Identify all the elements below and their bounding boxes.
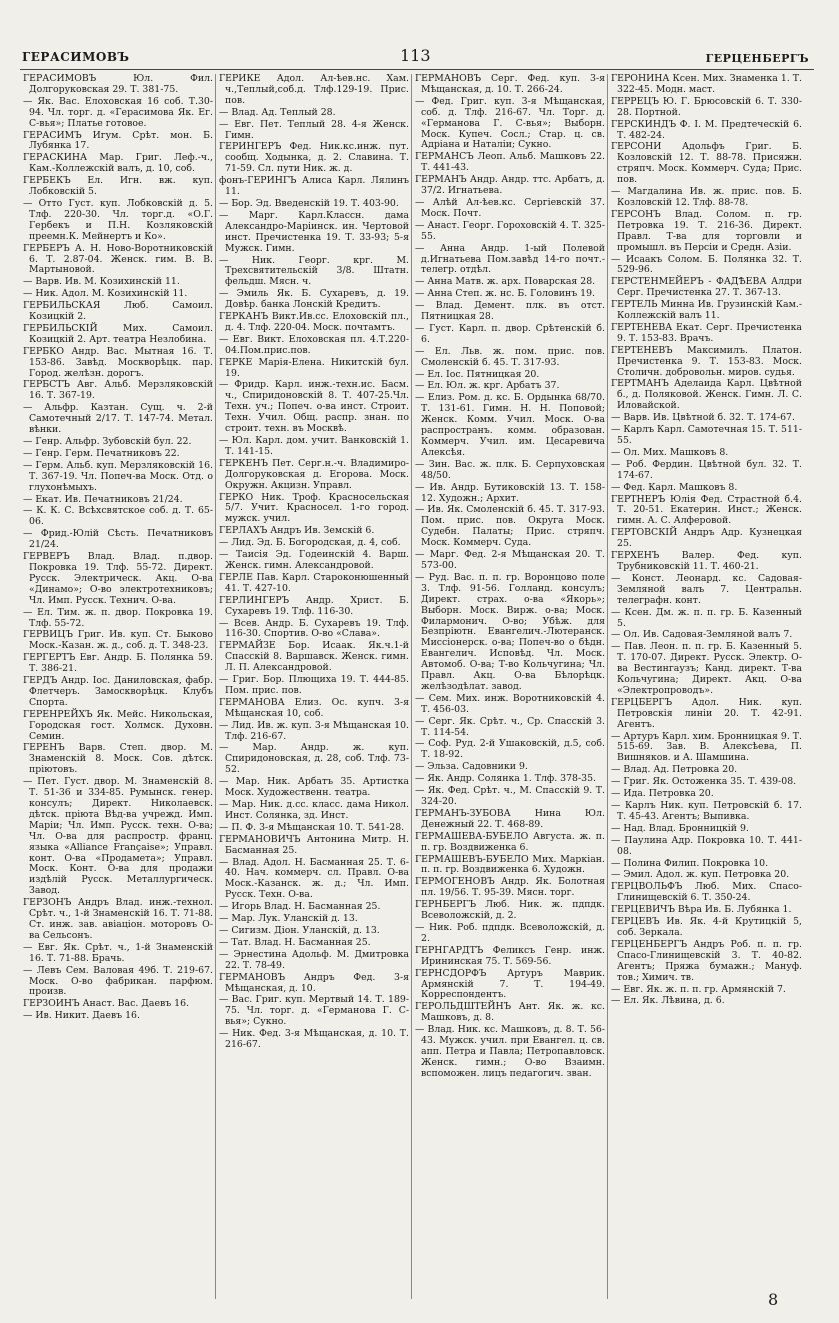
directory-entry: — Ив. Андр. Бутиковскій 13. Т. 158-12. Художн.; Архит. — [415, 481, 605, 504]
directory-entry: фонъ-ГЕРИНГЪ Алиса Карл. Лялинъ 11. — [219, 175, 409, 198]
directory-entry: ГЕРМАНЪ-ЗУБОВА Нина Юл. Денежный 22. Т. 468-89. — [415, 807, 605, 830]
directory-entry: ГЕРБЕКЪ Ел. Игн. вж. куп. Лобковскій 5. — [23, 175, 213, 198]
directory-entry: ГЕРСОНИ Адольфъ Григ. Б. Козловскій 12. Т. 88-78. Присяжн. стряпч. Моск. Коммерч. Суда; Прис. пов. — [611, 141, 802, 186]
directory-entry: — Левъ Сем. Валовая 49б. Т. 219-67. Моск. О-во фабрикан. парфюм. произв. — [23, 964, 213, 998]
directory-entry: — Ел. Тим. ж. п. двор. Покровка 19. Тлф. 55-72. — [23, 606, 213, 629]
directory-entry: ГЕРЛАХЪ Андръ Ив. Земскій 6. — [219, 525, 375, 537]
directory-entry: — Сем. Мих. инж. Воротниковскій 4. Т. 456-03. — [415, 692, 605, 715]
directory-columns — [20, 74, 816, 1299]
directory-entry: — Мар. Ник. Арбатъ 35. Артистка Моск. Художественн. театра. — [219, 776, 409, 799]
directory-entry: ГЕРТЕЛЬ Минна Ив. Грузинскій Кам.-Коллежскій валъ 11. — [611, 299, 802, 322]
directory-entry: ГЕРВЕРЪ Влад. Влад. п.двор. Покровка 19. Тлф. 55-72. Директ. Русск. Электрическ. Акц. О-ва «Динамо»; О-во электротехниковъ; Чл. Имп. Русск. Технич. О-ва. — [23, 551, 213, 606]
directory-entry: ГЕРЦЕВЪ Ив. Як. 4-й Крутицкій 5, соб. Зеркала. — [611, 916, 802, 938]
directory-entry: — Эрнестина Адольф. М. Дмитровка 22. Т. 78-49. — [219, 948, 409, 971]
directory-entry: — Анна Степ. ж. нс. Б. Головинъ 19. — [415, 288, 596, 300]
directory-entry: — Мар. Ник. д.сс. класс. дама Никол. Инст. Солянка, зд. Инст. — [219, 799, 409, 821]
column-4 — [608, 74, 804, 1299]
directory-entry: — Эмил. Адол. ж. куп. Петровка 20. — [611, 869, 790, 881]
running-head-right: ГЕРЦЕНБЕРГЪ — [705, 52, 809, 65]
directory-entry: — Ив. Як. Смоленскій б. 45. Т. 317-93. Пом. прис. пов. Округа Моск. Судебн. Палаты; Прис. стряпч. Моск. Коммерч. Суда. — [415, 504, 605, 549]
directory-entry: — Руд. Вас. п. п. гр. Воронцово поле 3. Тлф. 91-56. Голланд. консулъ; Директ. страх. о-ва «Якорь»; Выборн. Моск. Вирж. о-ва; Моск. Филармонич. О-во; Убѣж. для Безпріютн. Евангелич.-Лютеранск. Миссіонерск. о-ва; Попеч-во о бѣдн. Евангелич. Исповѣд. Чл. Моск. Автомоб. О-ва; Т-во Кольчугина; Чл. Правл. Акц. О-ва Бѣлорѣцк. желѣзодѣлат. завод. — [415, 571, 605, 692]
directory-entry: — Карлъ Ник. куп. Петровскій б. 17. Т. 45-43. Агентъ; Выпивка. — [611, 800, 802, 822]
directory-entry: — Анна Андр. 1-ый Полевой д.Игнатьева Пом.завѣд 14-го почт.-телегр. отдѣл. — [415, 242, 605, 276]
running-head-left: ГЕРАСИМОВЪ — [22, 50, 130, 64]
directory-entry: — Фридр. Карл. инж.-техн.ис. Басм. ч., Спиридоновскій 8. Т. 407-25.Чл. Техн. уч.; Попеч. о-ва инст. Строит. Техн. Учил. Общ. распр. знан. по строит. техн. въ Москвѣ. — [219, 379, 409, 435]
directory-entry: — Ксен. Дм. ж. п. п. гр. Б. Казенный 5. — [611, 606, 802, 629]
directory-entry: — Ник. Фед. 3-я Мѣщанская, д. 10. Т. 216-67. — [219, 1028, 409, 1051]
directory-entry: — Роб. Фердин. Цвѣтной бул. 32. Т. 174-67. — [611, 458, 802, 481]
directory-entry: — П. Ф. 3-я Мѣщанская 10. Т. 541-28. — [219, 821, 405, 833]
directory-entry: ГЕРИКЕ Адол. Ал-ѣев.нс. Хам. ч.,Теплый,соб.д. Тлф.129-19. Прис. пов. — [219, 74, 409, 106]
directory-entry: ГЕРБИЛЬСКАЯ Люб. Самоил. Козицкій 2. — [23, 300, 213, 323]
directory-entry: — Ив. Никит. Даевъ 16. — [23, 1010, 140, 1022]
directory-entry: — Ида. Петровка 20. — [611, 788, 714, 800]
directory-entry: — Таисія Эд. Годеинскій 4. Варш. Женск. гимн. Александровой. — [219, 549, 409, 571]
directory-entry: ГЕРТЕНЕВЪ Максимилъ. Платон. Пречистенка 9. Т. 153-83. Моск. Столичн. добровольн. миров. судья. — [611, 344, 802, 378]
directory-entry: ГЕРАСИМЪ Игум. Срѣт. мон. Б. Лубянка 17. — [23, 129, 213, 152]
directory-entry: — Исаакъ Солом. Б. Полянка 32. Т. 529-96. — [611, 253, 802, 276]
directory-entry: ГЕРЦЕНБЕРГЪ Андръ Роб. п. п. гр. Спасо-Глинищевскій 3. Т. 40-82. Агентъ; Пряжа бумажн.; Мануф. тов.; Химич. тв. — [611, 938, 802, 983]
directory-entry: — Влад. Ник. кс. Машковъ, д. 8. Т. 56-43. Мужск. учил. при Евангел. ц. св. апп. Петра и Павла; Петропавловск. Женск. гимн.; О-во Взаимн. вспоможен. лицъ педагогич. зван. — [415, 1024, 605, 1079]
directory-entry: ГЕРЦБЕРГЪ Адол. Ник. куп. Петровскія линіи 20. Т. 42-91. Агентъ. — [611, 696, 802, 730]
directory-entry: — Герм. Альб. куп. Мерзляковскій 16. Т. 367-19. Чл. Попеч-ва Моск. Отд. о глухонѣмыхъ. — [23, 459, 213, 493]
directory-entry: — Ник. Роб. пдпдк. Всеволожскій, д. 2. — [415, 921, 605, 944]
directory-entry: — Соф. Руд. 2-й Ушаковскій, д.5, соб. Т. 18-92. — [415, 738, 605, 761]
directory-entry: ГЕРБКО Андр. Вас. Мытная 16. Т. 153-86. Завѣд. Москворѣцк. пар. Город. желѣзн. дорогъ. — [23, 345, 213, 379]
directory-entry: — Григ. Як. Остоженка 35. Т. 439-08. — [611, 776, 797, 788]
directory-entry: ГЕРМАЙЗЕ Бор. Исаак. Як.ч.1-й Спасскій 8. Варшавск. Женск. гимн. Л. П. Александровой. — [219, 640, 409, 674]
directory-entry: — Фрид.-Юлій Сѣсть. Печатниковъ 21/24. — [23, 528, 213, 551]
directory-entry: — Анаст. Георг. Гороховскій 4. Т. 325-55. — [415, 219, 605, 242]
directory-entry: — Влад. Ад. Петровка 20. — [611, 764, 738, 776]
column-1 — [20, 74, 216, 1299]
directory-entry: — Варв. Ив. Цвѣтной б. 32. Т. 174-67. — [611, 412, 795, 424]
directory-entry: — Влад. Адол. Н. Басманная 25. Т. 6-40. Нач. коммерч. сл. Правл. О-ва Моск.-Казанск. ж. д.; Чл. Имп. Русск. Техн. О-ва. — [219, 856, 409, 901]
header-rule — [20, 69, 814, 70]
page-header — [0, 46, 839, 70]
directory-entry: ГЕРСКИНДЪ Ф. І. М. Предтеческій 6. Т. 482-24. — [611, 118, 802, 141]
directory-entry: — Отто Густ. куп. Лобковскій д. 5. Тлф. 220-30. Чл. торг.д. «О.Г. Гербекъ и П.Н. Козляковскій преемн.К. Мейнертъ и Ко». — [23, 197, 213, 242]
directory-entry: ГЕРМАШЕВЪ-БУБЕЛО Мих. Маркіан. п. п. гр. Воздвиженка 6. Художн. — [415, 853, 605, 876]
directory-entry: ГЕРРЕЦЪ Ю. Г. Брюсовскій 6. Т. 330-28. Портной. — [611, 95, 802, 118]
column-3 — [412, 74, 608, 1299]
directory-entry: — Лид. Ив. ж. куп. 3-я Мѣщанская 10. Тлф. 216-67. — [219, 719, 409, 742]
directory-entry: ГЕРГЕРТЪ Евг. Андр. Б. Полянка 59. Т. 386-21. — [23, 652, 213, 675]
directory-entry: — Ел. Юл. ж. крг. Арбатъ 37. — [415, 380, 560, 392]
directory-entry: — Генр. Герм. Печатниковъ 22. — [23, 447, 180, 459]
directory-entry: ГЕРТМАНЪ Аделаида Карл. Цвѣтной б., д. Поляковой. Женск. Гимн. Л. С. Иловайской. — [611, 378, 802, 412]
directory-entry: ГЕРЦЕВИЧЪ Вѣра Ив. Б. Лубянка 1. — [611, 904, 792, 916]
directory-entry: ГЕРЗОИНЪ Анаст. Вас. Даевъ 16. — [23, 998, 190, 1010]
directory-entry: — Серг. Як. Срѣт. ч., Ср. Спасскій 3. Т. 114-54. — [415, 715, 605, 738]
footer-mark: 8 — [768, 1290, 779, 1309]
directory-entry: — Евг. Пет. Теплый 28. 4-я Женск. Гимн. — [219, 118, 409, 141]
directory-entry: ГЕРТОВСКІЙ Андръ Адр. Кузнецкая 25. — [611, 527, 802, 550]
directory-entry: ГЕРЕНЪ Варв. Степ. двор. М. Знаменскій 8. Моск. Сов. дѣтск. пріютовъ. — [23, 742, 213, 776]
directory-entry: ГЕРБЕРЪ А. Н. Ново-Воротниковскій 6. Т. 2.87-04. Женск. гим. В. В. Мартыновой. — [23, 242, 213, 276]
directory-entry: ГЕРСОНЪ Влад. Солом. п. гр. Петровка 19. Т. 216-36. Директ. Правл. Т-ва для торговли и промышл. въ Персіи и Средн. Азіи. — [611, 208, 802, 253]
directory-entry: — Вас. Григ. куп. Мертвый 14. Т. 189-75. Чл. торг. д. «Германова Г. С-вья»; Сукно. — [219, 994, 409, 1028]
directory-entry: ГЕРЛИНГЕРЪ Андр. Христ. Б. Сухаревъ 19. Тлф. 116-30. — [219, 594, 409, 617]
directory-entry: — Эмиль Як. Б. Сухаревъ, д. 19. Довѣр. банка Лонскій Кредитъ. — [219, 288, 409, 311]
directory-entry: — Бор. Эд. Введенскій 19. Т. 403-90. — [219, 197, 399, 209]
directory-entry: — Варв. Ив. М. Козихинскій 11. — [23, 276, 180, 288]
directory-entry: — Марг. Карл.Классн. дама Александро-Маріинск. ин. Чертовой инст. Пречистенка 19. Т. 33-93; 5-я Мужск. Гимн. — [219, 209, 409, 254]
directory-entry: — Магдалина Ив. ж. прис. пов. Б. Козловскій 12. Тлф. 88-78. — [611, 186, 802, 208]
directory-entry: ГЕРМАНЪ Андр. Андр. ттс. Арбатъ, д. 37/2. Игнатьева. — [415, 174, 605, 197]
directory-entry: ГЕРОЛЬДШТЕЙНЪ Ант. Як. ж. кс. Машковъ, д. 8. — [415, 1001, 605, 1024]
directory-entry: ГЕРВИЦЪ Григ. Ив. куп. Ст. Быково Моск.-Казан. ж. д., соб. д. Т. 348-23. — [23, 629, 213, 652]
directory-entry: — Ник. Адол. М. Козихинскій 11. — [23, 288, 188, 300]
directory-entry: ГЕРОНИНА Ксен. Мих. Знаменка 1. Т. 322-45. Модн. маст. — [611, 74, 802, 95]
directory-entry: — Алѣй Ал-ѣев.кс. Сергіевскій 37. Моск. Почт. — [415, 196, 605, 219]
directory-entry: ГЕРЗОНЪ Андръ Влад. инж.-технол. Срѣт. ч., 1-й Знаменскій 16. Т. 71-88. Ст. инж. зав. авіаціон. моторовъ О-ва Сельсонъ. — [23, 897, 213, 941]
directory-entry: ГЕРМАНСЪ Леоп. Альб. Машковъ 22. Т. 441-43. — [415, 151, 605, 174]
directory-entry: ГЕРСТЕНМЕЙЕРЪ - ФАДѢЕВА Алдри Серг. Пречистенка 27. Т. 367-13. — [611, 276, 802, 299]
directory-entry: — Екат. Ив. Печатниковъ 21/24. — [23, 493, 183, 505]
directory-entry: — Елиз. Ром. д. кс. Б. Ордынка 68/70. Т. 131-61. Гимн. Н. Н. Поповой; Женск. Комм. Учил. Моск. О-ва распространъ. комм. образован. Коммерч. Учил. им. Цесаревича Алексѣя. — [415, 392, 605, 458]
directory-entry: — Эльза. Садовники 9. — [415, 761, 528, 773]
directory-entry: ГЕРМАНОВА Елиз. Ос. купч. 3-я Мѣщанская 10, соб. — [219, 696, 409, 719]
directory-entry: — Генр. Альфр. Зубовскій бул. 22. — [23, 436, 192, 447]
directory-entry: — Сигизм. Діон. Уланскій, д. 13. — [219, 924, 380, 936]
directory-entry: — Евг. Як. ж. п. п. гр. Армянскій 7. — [611, 983, 786, 995]
directory-entry: — Ел. Іос. Пятницкая 20. — [415, 368, 540, 380]
directory-entry: — К. К. С. Всѣхсвятское соб. д. Т. 65-06. — [23, 505, 213, 528]
directory-entry: ГЕРИНГЕРЪ Фед. Ник.кс.инж. пут. сообщ. Ходынка, д. 2. Славина. Т. 71-59. Сл. пути Ник. ж. д. — [219, 141, 409, 175]
directory-entry: — Юл. Карл. дом. учит. Ванковскій 1. Т. 141-15. — [219, 435, 409, 457]
directory-entry: — Всев. Андр. Б. Сухаревъ 19. Тлф. 116-30. Спортив. О-во «Слава». — [219, 617, 409, 640]
directory-entry: ГЕРМАНОВЪ Серг. Фед. куп. 3-я Мѣщанская, д. 10. Т. 266-24. — [415, 74, 605, 95]
directory-entry: ГЕРАСИМОВЪ Юл. Фил. Долгоруковская 29. Т. 381-75. — [23, 74, 213, 95]
directory-entry: — Фед. Карл. Машковъ 8. — [611, 481, 738, 493]
directory-entry: ГЕРБСТЪ Авг. Альб. Мерзляковскій 16. Т. 367-19. — [23, 379, 213, 402]
directory-entry: — Мар. Лук. Уланскій д. 13. — [219, 913, 358, 925]
directory-entry: ГЕРЛЕ Пав. Карл. Староконюшенный 41. Т. 427-10. — [219, 571, 409, 594]
directory-entry: — Григ. Бор. Плющиха 19. Т. 444-85. Пом. прис. пов. — [219, 674, 409, 696]
directory-entry: — Мар. Андр. ж. куп. Спиридоновская, д. 28, соб. Тлф. 73-52. — [219, 742, 409, 776]
directory-entry: ГЕРКАНЪ Викт.Ив.сс. Елоховскій пл., д. 4. Тлф. 220-04. Моск. почтамтъ. — [219, 311, 409, 333]
directory-entry: ГЕРКО Ник. Троф. Красносельская 5/7. Учит. Красносел. 1-го город. мужск. учил. — [219, 491, 409, 525]
directory-entry: — Анна Матв. ж. арх. Поварская 28. — [415, 276, 596, 288]
directory-entry: — Карлъ Карл. Самотечная 15. Т. 511-55. — [611, 424, 802, 446]
directory-entry: — Паулина Адр. Покровка 10. Т. 441-08. — [611, 834, 802, 857]
directory-entry: — Конст. Леонард. кс. Садовая-Земляной валъ 7. Центральн. телеграфн. конт. — [611, 572, 802, 606]
directory-entry: ГЕРМАШЕВА-БУБЕЛО Августа. ж. п. п. гр. Воздвиженка 6. — [415, 830, 605, 853]
directory-entry: — Полина Филип. Покровка 10. — [611, 857, 769, 869]
page-number: 113 — [400, 46, 431, 65]
directory-entry: — Влад. Демент. плк. въ отст. Пятницкая 28. — [415, 300, 605, 323]
directory-entry: — Артуръ Карл. хим. Бронницкая 9. Т. 515-69. Зав. В. Алексѣева, П. Вишняков. и А. Шамшина. — [611, 730, 802, 764]
directory-entry: — Марг. Фед. 2-я Мѣщанская 20. Т. 573-00. — [415, 549, 605, 571]
directory-entry: — Пет. Густ. двор. М. Знаменскій 8. Т. 51-36 и 334-85. Румынск. генер. консулъ; Директ. Николаевск. дѣтск. пріюта Вѣд-ва учрежд. Имп. Маріи; Чл. Имп. Русск. техн. О-ва; Чл. О-ва для распростр. франц. языка «Alliance Française»; Управл. конт. О-ва «Продамета»; Управл. Моск. Конт. О-ва для продажи издѣлій Русск. Металлургическ. Завод. — [23, 776, 213, 897]
directory-entry: ГЕРБИЛЬСКІЙ Мих. Самоил. Козицкій 2. Арт. театра Незлобина. — [23, 322, 213, 345]
directory-entry: — Альфр. Казтан. Сущ. ч. 2-й Самотечный 2/17. Т. 147-74. Метал. вѣнки. — [23, 402, 213, 436]
directory-entry: ГЕРЦВОЛЬФЪ Люб. Мих. Спасо-Глинищевскій 6. Т. 350-24. — [611, 881, 802, 904]
directory-entry: — Над. Влад. Бронницкій 9. — [611, 822, 749, 834]
directory-entry: — Игорь Влад. Н. Басманная 25. — [219, 901, 381, 913]
directory-entry: — Влад. Ад. Теплый 28. — [219, 106, 336, 118]
directory-entry: ГЕРМОГЕНОВЪ Андр. Як. Болотная пл. 19/56. Т. 95-39. Мясн. торг. — [415, 876, 605, 899]
directory-entry: — Ел. Як. Лѣвина, д. 6. — [611, 995, 725, 1007]
directory-entry: — Тат. Влад. Н. Басманная 25. — [219, 936, 371, 948]
directory-entry: — Ел. Льв. ж. пом. прис. пов. Смоленскій б. 45. Т. 317-93. — [415, 345, 605, 368]
directory-entry: — Ник. Георг. крг. М. Трехсвятительскій 3/8. Штатн. фельдш. Мясн. ч. — [219, 254, 409, 288]
directory-entry: — Лид. Эд. Б. Богородская, д. 4, соб. — [219, 537, 401, 549]
directory-entry: ГЕРНБЕРГЪ Люб. Ник. ж. пдпдк. Всеволожскій, д. 2. — [415, 899, 605, 922]
directory-entry: — Пав. Леон. п. п. гр. Б. Казенный 5. Т. 170-07. Директ. Русск. Электр. О-ва Вестингаузъ; Канд. директ. Т-ва Кольчугина; Директ. Акц. О-ва «Электропроводъ». — [611, 641, 802, 696]
directory-entry: — Фед. Григ. куп. 3-я Мѣщанская, соб. д. Тлф. 216-67. Чл. Торг. д. «Германова Г. С-вья»; Выборн. Моск. Купеч. Сосл.; Стар. ц. св. Адріана и Наталіи; Сукно. — [415, 95, 605, 151]
directory-entry: — Як. Андр. Солянка 1. Тлф. 378-35. — [415, 773, 596, 785]
directory-entry: ГЕРКЕНЪ Пет. Серг.н.-ч. Владимиро-Долгоруковская д. Егорова. Моск. Окружн. Акцизн. Управл. — [219, 457, 409, 491]
directory-entry: ГЕРНГАРДТЪ Феликсъ Генр. инж. Ирининская 75. Т. 569-56. — [415, 944, 605, 967]
directory-entry: ГЕРНСДОРФЪ Артуръ Маврик. Армянскій 7. Т. 194-49. Корреспондентъ. — [415, 967, 605, 1001]
directory-entry: ГЕРКЕ Марія-Елена. Никитскій бул. 19. — [219, 356, 409, 379]
directory-entry: ГЕРДЪ Андр. Іос. Даниловская, фабр. Флетчеръ. Замоскворѣцк. Клубъ Спорта. — [23, 675, 213, 708]
directory-entry: — Зин. Вас. ж. плк. Б. Серпуховская 48/50. — [415, 458, 605, 481]
directory-entry: ГЕРХЕНЪ Валер. Фед. куп. Трубниковскій 11. Т. 460-21. — [611, 550, 802, 572]
directory-entry: — Ол. Ив. Садовая-Земляной валъ 7. — [611, 629, 793, 641]
directory-entry: ГЕРАСКИНА Мар. Григ. Леф.-ч., Кам.-Коллежскій валъ, д. 10, соб. — [23, 152, 213, 175]
directory-entry: — Густ. Карл. п. двор. Срѣтенскій б. 6. — [415, 322, 605, 345]
directory-entry: ГЕРТНЕРЪ Юлія Фед. Страстной б.4. Т. 20-51. Екатерин. Инст.; Женск. гимн. А. С. Алферовой. — [611, 493, 802, 527]
directory-entry: — Як. Вас. Елоховская 16 соб. Т.30-94. Чл. торг. д. «Герасимова Як. Ег. С-вья»; Платье готовое. — [23, 95, 213, 129]
directory-entry: — Як. Фед. Срѣт. ч., М. Спасскій 9. Т. 324-20. — [415, 785, 605, 807]
directory-entry: ГЕРМАНОВИЧЪ Антонина Митр. Н. Басманная 25. — [219, 833, 409, 856]
directory-entry: — Евг. Як. Срѣт. ч., 1-й Знаменскій 16. Т. 71-88. Брачь. — [23, 941, 213, 964]
directory-entry: ГЕРЕНРЕЙХЪ Як. Мейс. Никольская, Городская гост. Холмск. Духовн. Семин. — [23, 708, 213, 742]
directory-entry: — Ол. Мих. Машковъ 8. — [611, 446, 729, 458]
directory-entry: ГЕРТЕНЕВА Екат. Серг. Пречистенка 9. Т. 153-83. Врачъ. — [611, 321, 802, 344]
column-2 — [216, 74, 412, 1299]
directory-entry: — Евг. Викт. Елоховская пл. 4.Т.220-04.Пом.прис.пов. — [219, 333, 409, 356]
directory-entry: ГЕРМАНОВЪ Андръ Фед. 3-я Мѣщанская, д. 10. — [219, 971, 409, 994]
